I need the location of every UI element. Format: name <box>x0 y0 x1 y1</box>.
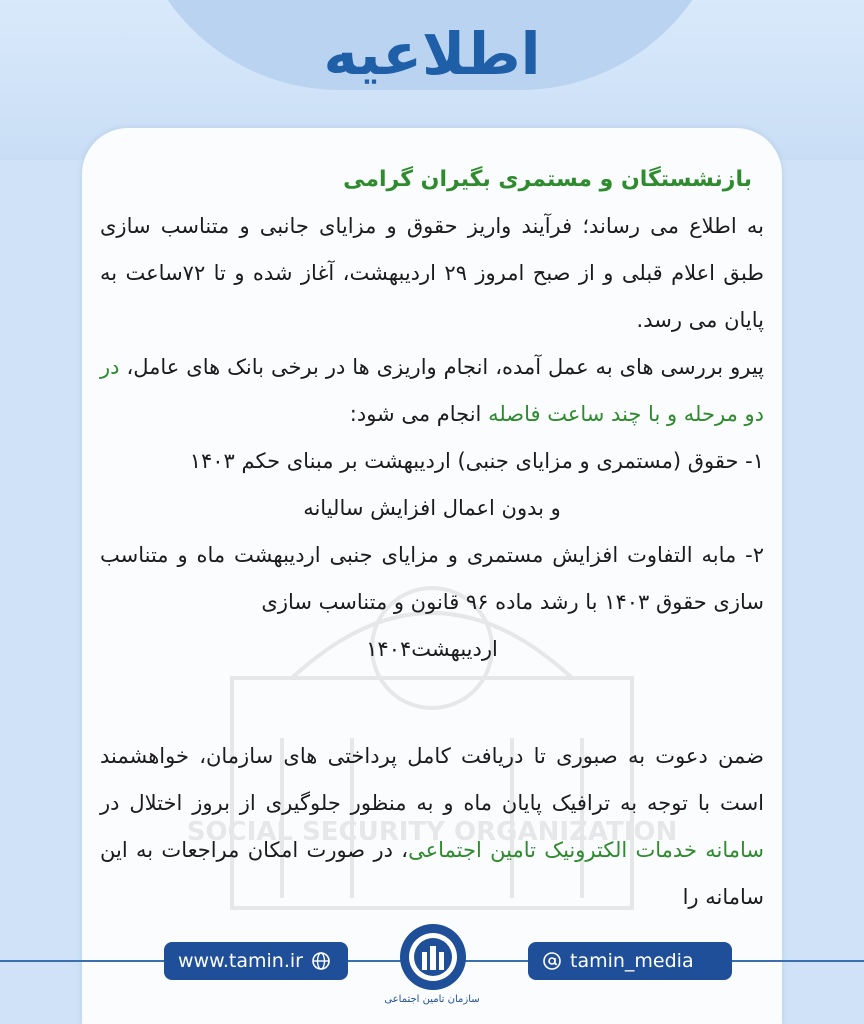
page-title: اطلاعیه <box>323 20 541 88</box>
at-icon <box>542 951 562 971</box>
paragraph-3-part1: ضمن دعوت به صبوری تا دریافت کامل پرداختی های سازمان، خواهشمند است با توجه به ترافیک پایان ماه و به منظور جلوگیری از بروز اختلال در <box>100 744 764 815</box>
list-item-2-line-1: ۲- مابه التفاوت افزایش مستمری و مزایای جنبی اردیبهشت ماه و متناسب سازی حقوق ۱۴۰۳ با رشد ماده ۹۶ قانون و متناسب سازی <box>100 543 764 614</box>
logo-caption: سازمان تامین اجتماعی <box>384 994 480 1005</box>
list-item-1-line-1: ۱- حقوق (مستمری و مزایای جنبی) اردیبهشت بر مبنای حکم ۱۴۰۳ <box>189 449 764 473</box>
paragraph-3-part2: ، در صورت امکان مراجعات به این سامانه را <box>100 838 764 909</box>
paragraph-2 <box>100 344 764 438</box>
paragraph-2-highlight: در دو مرحله و با چند ساعت فاصله <box>100 355 764 426</box>
paragraph-1: به اطلاع می رساند؛ فرآیند واریز حقوق و مزایای جانبی و متناسب سازی طبق اعلام قبلی و از صبح امروز ۲۹ اردیبهشت، آغاز شده و تا ۷۲ساعت به پایان می رسد. <box>100 214 764 332</box>
paragraph-2-part1: پیرو بررسی های به عمل آمده، انجام واریزی ها در برخی بانک های عامل، <box>126 355 764 379</box>
paragraph-3 <box>100 733 764 921</box>
announcement-heading: بازنشستگان و مستمری بگیران گرامی <box>343 167 752 192</box>
social-link[interactable] <box>528 942 732 980</box>
announcement-body <box>100 156 764 921</box>
watermark-text: SOCIAL SECURITY ORGANIZATION <box>186 817 678 847</box>
list-item-2-line-2: اردیبهشت۱۴۰۴ <box>366 637 498 661</box>
list-item-1-line-2: و بدون اعمال افزایش سالیانه <box>303 496 561 520</box>
announcement-card <box>82 128 782 1024</box>
website-label: www.tamin.ir <box>178 950 303 972</box>
website-link[interactable] <box>164 942 348 980</box>
paragraph-2-part2: انجام می شود: <box>349 402 482 426</box>
globe-icon <box>311 951 331 971</box>
paragraph-3-highlight: سامانه خدمات الکترونیک تامین اجتماعی <box>408 838 765 862</box>
social-label: tamin_media <box>570 950 694 972</box>
tamin-logo-icon <box>398 922 468 992</box>
